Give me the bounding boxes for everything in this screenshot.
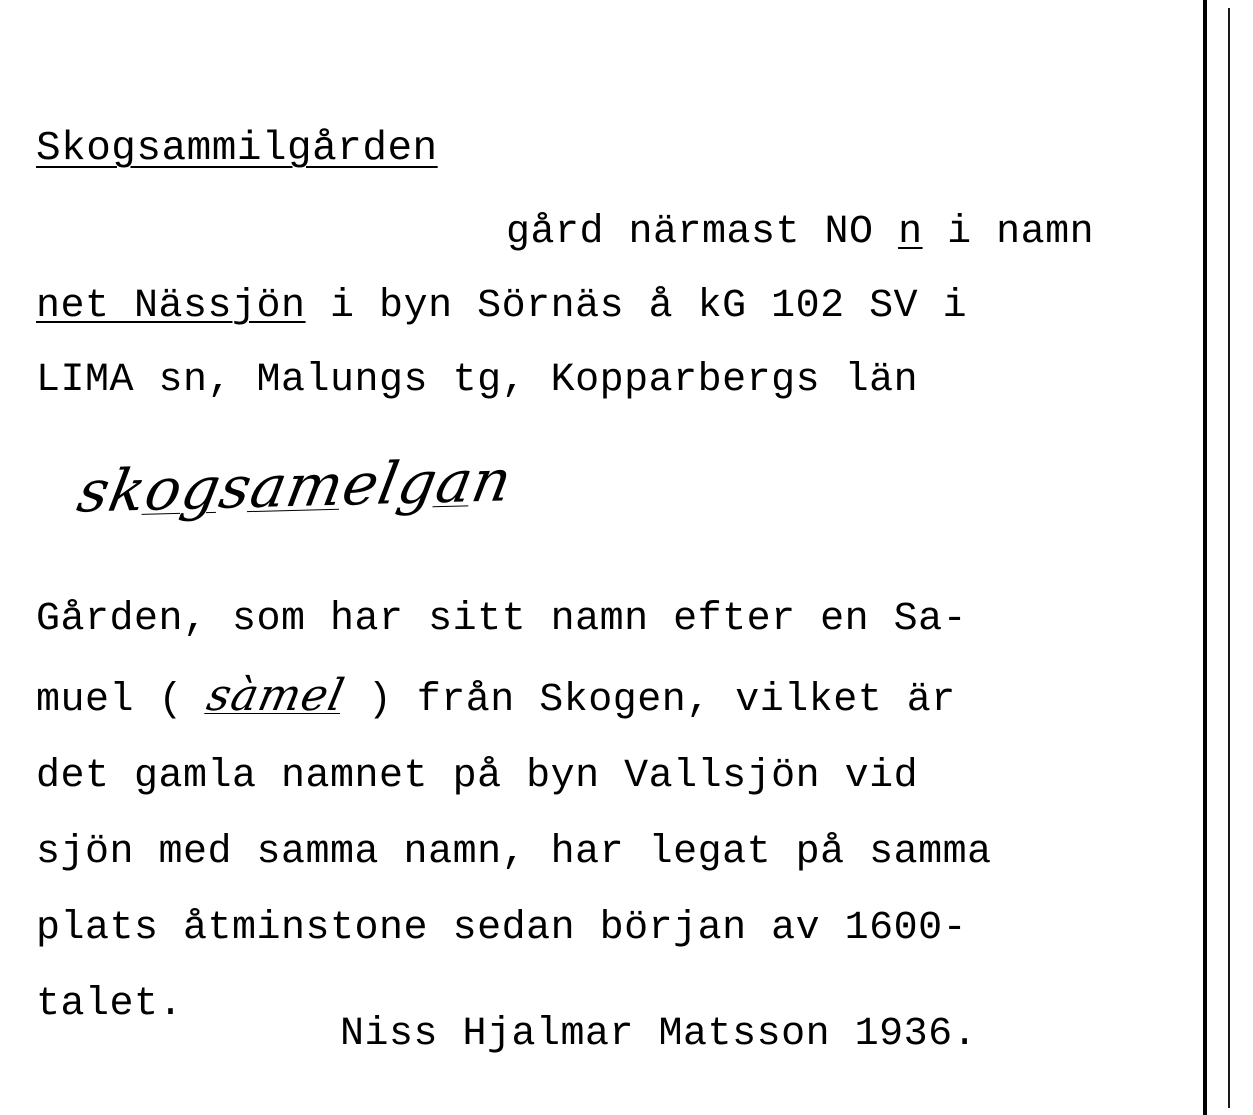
phonetic-part-6: a: [430, 447, 480, 517]
location-line2-a: net Nässjön: [36, 284, 306, 329]
location-line1-b: i namn: [922, 210, 1095, 255]
signature-year: 1936.: [854, 1012, 978, 1057]
location-line2-b: i byn Sörnäs å kG 102 SV i: [305, 284, 968, 329]
location-line1-underlined-n: n: [898, 210, 923, 255]
handwritten-samel: sàmel: [202, 670, 349, 721]
description-line4: sjön med samma namn, har legat på samma: [36, 830, 992, 875]
handwritten-phonetic-transcription: [73, 446, 518, 525]
headword: Skogsammilgården: [36, 126, 438, 172]
description-line2-post: ) från Skogen, vilket är: [343, 678, 956, 723]
description-line6: talet.: [36, 982, 184, 1027]
description-line2-pre: muel (: [36, 678, 208, 723]
typed-paragraph-description: [36, 582, 1196, 1043]
phonetic-part-2: og: [139, 453, 227, 524]
signature-name: Niss Hjalmar Matsson: [340, 1012, 831, 1057]
phonetic-part-1: sk: [72, 455, 153, 526]
location-line1-a: gård närmast NO: [506, 210, 899, 255]
card-right-edge-line: [1203, 0, 1207, 1115]
signature-line: [340, 1012, 977, 1057]
phonetic-part-4: am: [245, 450, 350, 522]
description-line3: det gamla namnet på byn Vallsjön vid: [36, 754, 919, 799]
phonetic-part-3: s: [214, 453, 258, 522]
description-line1: Gården, som har sitt namn efter en Sa-: [36, 597, 968, 642]
phonetic-part-7: n: [466, 446, 518, 516]
description-line5: plats åtminstone sedan början av 1600-: [36, 906, 968, 951]
card-right-inner-line: [1228, 8, 1230, 1108]
location-line3: LIMA sn, Malungs tg, Kopparbergs län: [36, 358, 919, 403]
phonetic-part-5: elg: [337, 448, 444, 519]
typed-paragraph-location: [36, 196, 1196, 418]
